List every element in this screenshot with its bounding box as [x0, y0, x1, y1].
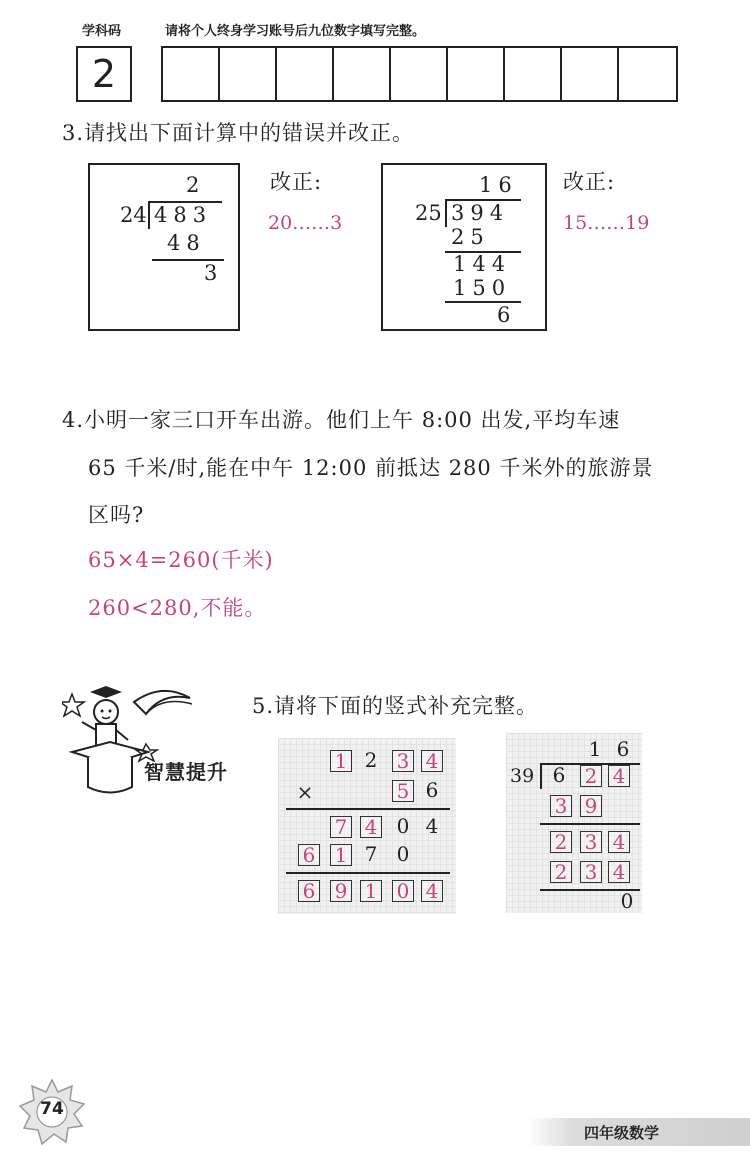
right-bracket [445, 199, 447, 227]
mult-r2-c2: 6 [425, 778, 439, 802]
q3-left-box [88, 163, 240, 331]
account-digit-row [161, 46, 678, 102]
mult-r5-c3[interactable]: 1 [360, 880, 382, 902]
mult-r3-c3: 0 [396, 814, 410, 838]
multiplication-puzzle [278, 738, 456, 914]
digit-cell[interactable] [505, 48, 562, 100]
div-divisor: 39 [510, 765, 535, 787]
digit-cell[interactable] [448, 48, 505, 100]
div-dividend-2[interactable]: 2 [580, 765, 602, 787]
div-quotient-1: 1 [588, 737, 602, 761]
mult-r4-c4: 0 [396, 842, 410, 866]
digit-cell[interactable] [562, 48, 619, 100]
div-partial-3[interactable]: 4 [608, 831, 630, 853]
left-remainder: 3 [204, 261, 218, 285]
account-instruction: 请将个人终身学习账号后九位数字填写完整。 [165, 24, 426, 39]
digit-cell[interactable] [277, 48, 334, 100]
mult-r1-c1[interactable]: 1 [330, 750, 352, 772]
mult-r2-c1[interactable]: 5 [392, 780, 414, 802]
left-dividend: 483 [154, 203, 213, 227]
div-prod1-2[interactable]: 9 [580, 795, 602, 817]
div-quotient-2: 6 [616, 737, 630, 761]
q3-title: 3.请找出下面计算中的错误并改正。 [62, 121, 415, 145]
q5-title: 5.请将下面的竖式补充完整。 [252, 694, 539, 718]
left-correction-label: 改正: [270, 170, 323, 194]
digit-cell[interactable] [220, 48, 277, 100]
mult-r5-c1[interactable]: 6 [298, 880, 320, 902]
mult-r1-c2: 2 [364, 748, 378, 772]
right-correction-label: 改正: [563, 170, 616, 194]
digit-cell[interactable] [619, 48, 676, 100]
division-puzzle [506, 733, 642, 913]
div-prod1-1[interactable]: 3 [550, 795, 572, 817]
wisdom-badge-label: 智慧提升 [144, 760, 228, 784]
q4-line-3: 区吗? [88, 503, 145, 527]
subject-code-label: 学科码 [82, 24, 122, 39]
mult-line-1 [286, 808, 450, 810]
div-prod2-2[interactable]: 3 [580, 861, 602, 883]
div-partial-2[interactable]: 3 [580, 831, 602, 853]
right-quotient: 16 [479, 173, 518, 197]
div-prod2-3[interactable]: 4 [608, 861, 630, 883]
page-number-badge [16, 1076, 88, 1148]
mult-r4-c1[interactable]: 6 [298, 844, 320, 866]
mult-times-sign: × [296, 780, 314, 804]
right-product1: 25 [451, 225, 490, 249]
mult-r5-c2[interactable]: 9 [330, 880, 352, 902]
left-product: 48 [167, 231, 206, 255]
mult-line-2 [286, 872, 450, 874]
mult-r4-c3: 7 [364, 842, 378, 866]
right-partial: 144 [453, 252, 512, 276]
book-label-bar [528, 1118, 750, 1146]
right-correction: 15……19 [563, 212, 650, 234]
div-bracket [540, 763, 542, 789]
mult-r1-c3[interactable]: 3 [392, 750, 414, 772]
q4-line-1: 4.小明一家三口开车出游。他们上午 8:00 出发,平均车速 [62, 408, 621, 432]
wisdom-mascot [62, 682, 252, 802]
digit-cell[interactable] [163, 48, 220, 100]
left-correction: 20……3 [268, 212, 343, 234]
div-prod2-1[interactable]: 2 [550, 861, 572, 883]
digit-cell[interactable] [334, 48, 391, 100]
left-quotient: 2 [186, 173, 200, 197]
right-dividend: 394 [451, 201, 510, 225]
mult-r5-c5[interactable]: 4 [421, 880, 443, 902]
mult-r1-c4[interactable]: 4 [421, 750, 443, 772]
mult-r3-c4: 4 [425, 814, 439, 838]
left-divisor: 24 [120, 203, 147, 227]
mult-r3-c1[interactable]: 7 [330, 816, 352, 838]
mult-r5-c4[interactable]: 0 [392, 880, 414, 902]
right-divisor: 25 [415, 201, 442, 225]
q4-answer-2: 260<280,不能。 [88, 596, 267, 620]
page-number: 74 [40, 1099, 64, 1119]
left-bracket [148, 201, 150, 229]
mult-r3-c2[interactable]: 4 [360, 816, 382, 838]
div-partial-1[interactable]: 2 [550, 831, 572, 853]
q3-right-box [381, 163, 547, 331]
subject-code-box [76, 46, 132, 102]
div-remainder: 0 [620, 889, 634, 913]
div-dividend-1: 6 [552, 763, 566, 787]
div-dividend-3[interactable]: 4 [608, 765, 630, 787]
div-line-1 [540, 823, 640, 825]
q4-line-2: 65 千米/时,能在中午 12:00 前抵达 280 千米外的旅游景 [88, 456, 654, 480]
q4-answer-1: 65×4=260(千米) [88, 548, 274, 572]
book-label: 四年级数学 [584, 1124, 660, 1142]
right-product2: 150 [453, 276, 512, 300]
digit-cell[interactable] [391, 48, 448, 100]
right-remainder: 6 [497, 303, 511, 327]
subject-code-value: 2 [91, 52, 117, 96]
mult-r4-c2[interactable]: 1 [330, 844, 352, 866]
